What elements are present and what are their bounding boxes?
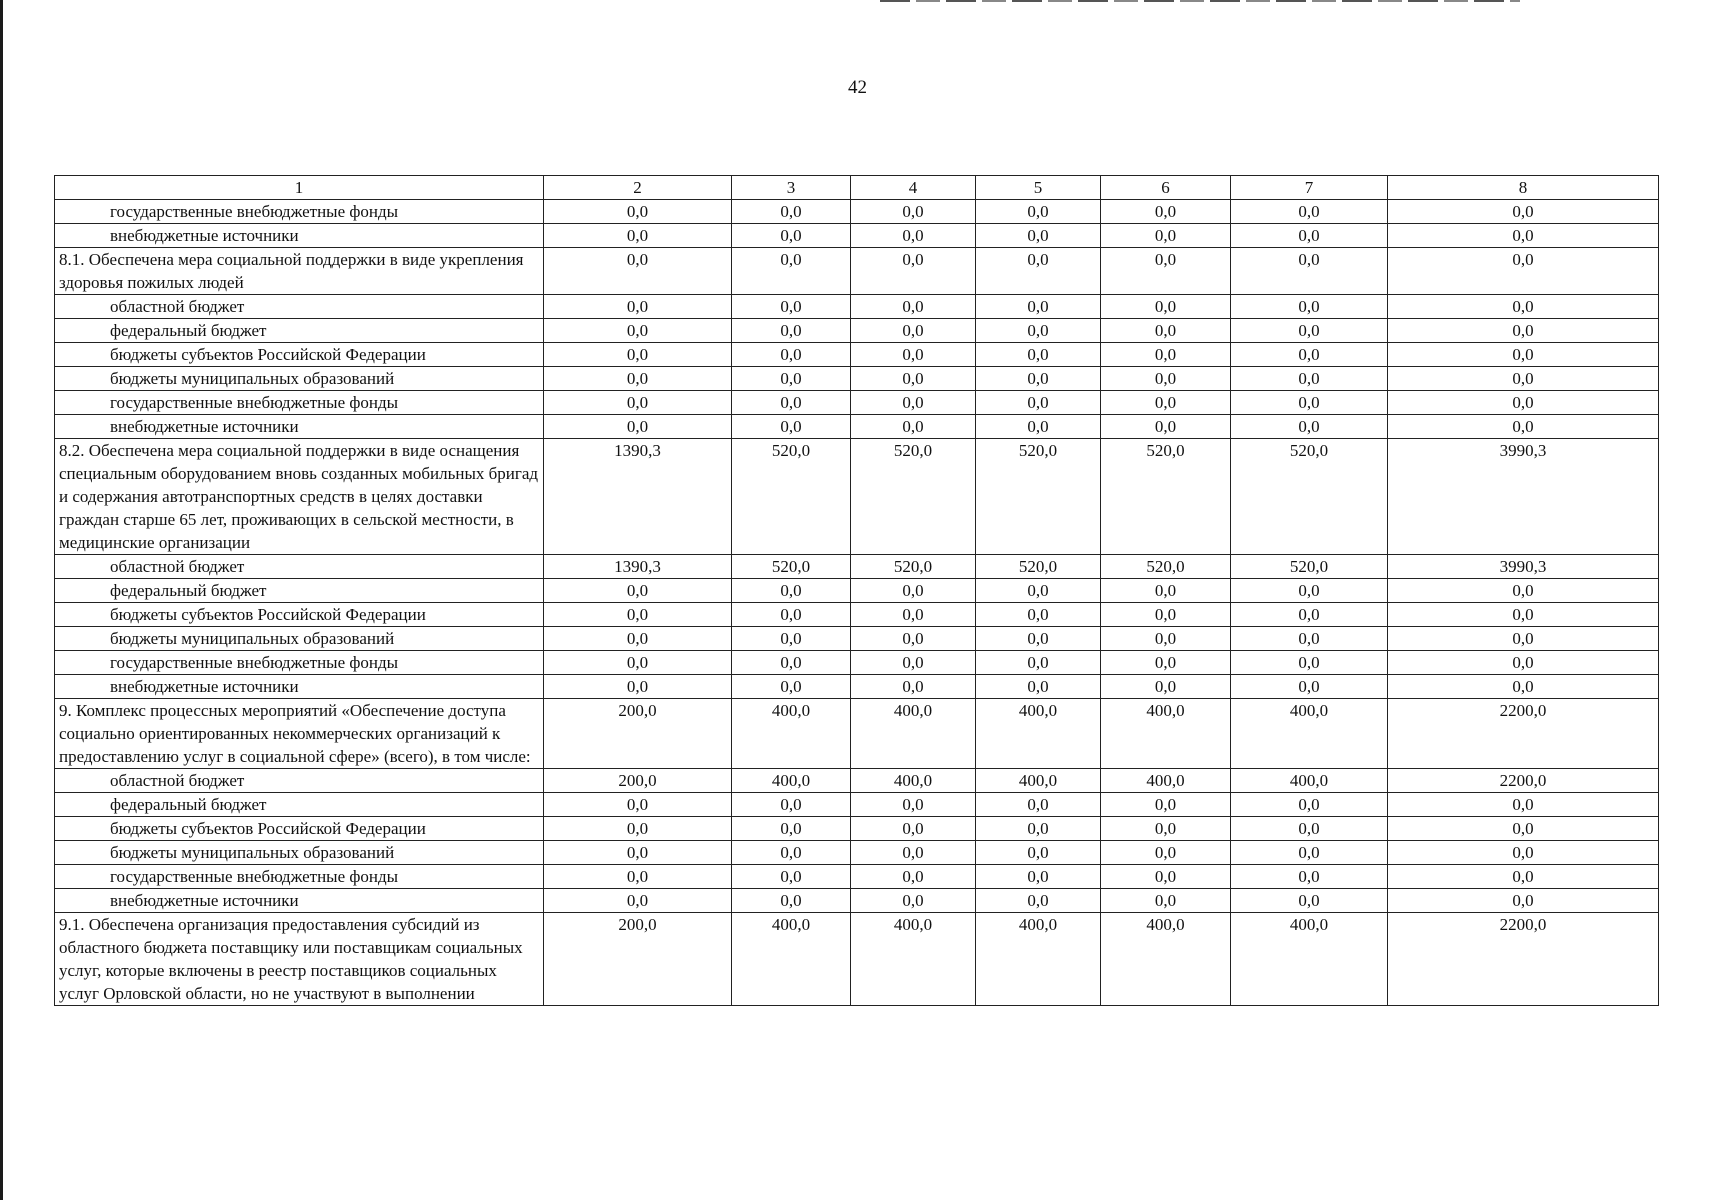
value-cell-col-7: 0,0 <box>1231 200 1388 224</box>
row-measure-label: 9. Комплекс процессных мероприятий «Обеспечение доступа социально ориентированных некоммерческих организаций к предоставлению услуг в социальной сфере» (всего), в том числе: <box>55 699 544 769</box>
value-cell-col-4: 0,0 <box>851 200 976 224</box>
value-cell-col-7: 0,0 <box>1231 841 1388 865</box>
value-cell-col-8: 0,0 <box>1388 579 1659 603</box>
row-measure-label: 9.1. Обеспечена организация предоставления субсидий из областного бюджета поставщику или поставщикам социальных услуг, которые включены в реестр поставщиков социальных услуг Орловской области, но не участвуют в выполнении <box>55 913 544 1006</box>
value-cell-col-6: 0,0 <box>1101 391 1231 415</box>
table-row <box>55 295 1659 319</box>
value-cell-col-2: 0,0 <box>544 889 732 913</box>
value-cell-col-7: 0,0 <box>1231 675 1388 699</box>
row-source-label: федеральный бюджет <box>55 579 544 603</box>
value-cell-col-5: 0,0 <box>976 200 1101 224</box>
value-cell-col-7: 0,0 <box>1231 343 1388 367</box>
value-cell-col-8: 0,0 <box>1388 841 1659 865</box>
value-cell-col-8: 3990,3 <box>1388 439 1659 555</box>
row-source-label: бюджеты муниципальных образований <box>55 841 544 865</box>
header-cell: 8 <box>1388 176 1659 200</box>
value-cell-col-3: 0,0 <box>732 889 851 913</box>
value-cell-col-4: 0,0 <box>851 367 976 391</box>
row-source-label: внебюджетные источники <box>55 675 544 699</box>
value-cell-col-3: 520,0 <box>732 439 851 555</box>
value-cell-col-6: 520,0 <box>1101 439 1231 555</box>
value-cell-col-6: 0,0 <box>1101 889 1231 913</box>
table-row <box>55 248 1659 295</box>
budget-table <box>54 175 1659 1006</box>
value-cell-col-5: 0,0 <box>976 367 1101 391</box>
row-source-label: бюджеты муниципальных образований <box>55 627 544 651</box>
value-cell-col-3: 0,0 <box>732 295 851 319</box>
value-cell-col-4: 0,0 <box>851 603 976 627</box>
value-cell-col-5: 0,0 <box>976 817 1101 841</box>
value-cell-col-6: 400,0 <box>1101 769 1231 793</box>
value-cell-col-4: 0,0 <box>851 295 976 319</box>
value-cell-col-8: 0,0 <box>1388 224 1659 248</box>
value-cell-col-2: 0,0 <box>544 248 732 295</box>
value-cell-col-7: 0,0 <box>1231 603 1388 627</box>
value-cell-col-3: 0,0 <box>732 343 851 367</box>
value-cell-col-5: 400,0 <box>976 913 1101 1006</box>
value-cell-col-8: 0,0 <box>1388 889 1659 913</box>
row-source-label: бюджеты субъектов Российской Федерации <box>55 817 544 841</box>
value-cell-col-7: 0,0 <box>1231 319 1388 343</box>
value-cell-col-2: 1390,3 <box>544 555 732 579</box>
value-cell-col-3: 0,0 <box>732 319 851 343</box>
value-cell-col-2: 0,0 <box>544 865 732 889</box>
value-cell-col-7: 0,0 <box>1231 817 1388 841</box>
value-cell-col-4: 0,0 <box>851 675 976 699</box>
value-cell-col-3: 400,0 <box>732 913 851 1006</box>
header-cell: 6 <box>1101 176 1231 200</box>
table-row <box>55 603 1659 627</box>
value-cell-col-2: 0,0 <box>544 793 732 817</box>
value-cell-col-3: 0,0 <box>732 248 851 295</box>
header-cell: 4 <box>851 176 976 200</box>
row-source-label: внебюджетные источники <box>55 224 544 248</box>
row-source-label: внебюджетные источники <box>55 415 544 439</box>
value-cell-col-3: 0,0 <box>732 817 851 841</box>
table-row <box>55 319 1659 343</box>
row-source-label: бюджеты муниципальных образований <box>55 367 544 391</box>
table-row <box>55 865 1659 889</box>
value-cell-col-6: 0,0 <box>1101 865 1231 889</box>
value-cell-col-8: 0,0 <box>1388 295 1659 319</box>
table-row <box>55 841 1659 865</box>
value-cell-col-2: 0,0 <box>544 367 732 391</box>
value-cell-col-3: 0,0 <box>732 579 851 603</box>
page-number: 42 <box>848 77 867 98</box>
value-cell-col-3: 0,0 <box>732 841 851 865</box>
value-cell-col-4: 0,0 <box>851 579 976 603</box>
value-cell-col-3: 0,0 <box>732 603 851 627</box>
value-cell-col-3: 0,0 <box>732 415 851 439</box>
value-cell-col-5: 0,0 <box>976 248 1101 295</box>
value-cell-col-6: 0,0 <box>1101 200 1231 224</box>
value-cell-col-2: 0,0 <box>544 627 732 651</box>
value-cell-col-4: 0,0 <box>851 817 976 841</box>
value-cell-col-2: 200,0 <box>544 913 732 1006</box>
value-cell-col-4: 0,0 <box>851 248 976 295</box>
table-row <box>55 889 1659 913</box>
value-cell-col-7: 0,0 <box>1231 224 1388 248</box>
value-cell-col-8: 0,0 <box>1388 319 1659 343</box>
value-cell-col-6: 0,0 <box>1101 627 1231 651</box>
value-cell-col-6: 0,0 <box>1101 841 1231 865</box>
value-cell-col-3: 0,0 <box>732 793 851 817</box>
value-cell-col-8: 0,0 <box>1388 248 1659 295</box>
row-source-label: государственные внебюджетные фонды <box>55 391 544 415</box>
value-cell-col-7: 0,0 <box>1231 391 1388 415</box>
value-cell-col-7: 0,0 <box>1231 579 1388 603</box>
value-cell-col-8: 0,0 <box>1388 391 1659 415</box>
value-cell-col-6: 0,0 <box>1101 793 1231 817</box>
table-row <box>55 579 1659 603</box>
value-cell-col-2: 0,0 <box>544 817 732 841</box>
row-measure-label: 8.2. Обеспечена мера социальной поддержки в виде оснащения специальным оборудованием вновь созданных мобильных бригад и содержания автотранспортных средств в целях доставки граждан старше 65 лет, проживающих в сельской местности, в медицинские организации <box>55 439 544 555</box>
value-cell-col-5: 0,0 <box>976 343 1101 367</box>
table-row <box>55 343 1659 367</box>
row-source-label: областной бюджет <box>55 555 544 579</box>
row-source-label: государственные внебюджетные фонды <box>55 200 544 224</box>
value-cell-col-5: 0,0 <box>976 603 1101 627</box>
table-row <box>55 769 1659 793</box>
value-cell-col-7: 0,0 <box>1231 627 1388 651</box>
value-cell-col-6: 0,0 <box>1101 248 1231 295</box>
scan-top-artifact <box>880 0 1520 2</box>
value-cell-col-5: 0,0 <box>976 391 1101 415</box>
value-cell-col-2: 0,0 <box>544 415 732 439</box>
value-cell-col-6: 0,0 <box>1101 651 1231 675</box>
value-cell-col-5: 0,0 <box>976 319 1101 343</box>
row-source-label: областной бюджет <box>55 295 544 319</box>
value-cell-col-5: 400,0 <box>976 769 1101 793</box>
value-cell-col-5: 0,0 <box>976 415 1101 439</box>
value-cell-col-6: 0,0 <box>1101 367 1231 391</box>
value-cell-col-6: 0,0 <box>1101 343 1231 367</box>
table-row <box>55 699 1659 769</box>
value-cell-col-8: 0,0 <box>1388 603 1659 627</box>
value-cell-col-8: 2200,0 <box>1388 769 1659 793</box>
value-cell-col-8: 0,0 <box>1388 367 1659 391</box>
value-cell-col-5: 400,0 <box>976 699 1101 769</box>
value-cell-col-7: 0,0 <box>1231 367 1388 391</box>
value-cell-col-3: 0,0 <box>732 675 851 699</box>
table-row <box>55 627 1659 651</box>
value-cell-col-2: 0,0 <box>544 391 732 415</box>
value-cell-col-2: 1390,3 <box>544 439 732 555</box>
table-body <box>55 200 1659 1006</box>
value-cell-col-5: 0,0 <box>976 793 1101 817</box>
value-cell-col-8: 0,0 <box>1388 415 1659 439</box>
value-cell-col-2: 0,0 <box>544 651 732 675</box>
value-cell-col-4: 0,0 <box>851 319 976 343</box>
value-cell-col-4: 0,0 <box>851 627 976 651</box>
value-cell-col-3: 0,0 <box>732 224 851 248</box>
row-source-label: бюджеты субъектов Российской Федерации <box>55 603 544 627</box>
value-cell-col-4: 0,0 <box>851 391 976 415</box>
value-cell-col-6: 0,0 <box>1101 319 1231 343</box>
value-cell-col-6: 0,0 <box>1101 295 1231 319</box>
header-cell: 5 <box>976 176 1101 200</box>
value-cell-col-7: 520,0 <box>1231 555 1388 579</box>
value-cell-col-2: 0,0 <box>544 319 732 343</box>
value-cell-col-6: 0,0 <box>1101 675 1231 699</box>
value-cell-col-4: 0,0 <box>851 651 976 675</box>
value-cell-col-7: 400,0 <box>1231 769 1388 793</box>
value-cell-col-2: 200,0 <box>544 699 732 769</box>
value-cell-col-6: 520,0 <box>1101 555 1231 579</box>
value-cell-col-6: 0,0 <box>1101 579 1231 603</box>
value-cell-col-7: 400,0 <box>1231 913 1388 1006</box>
scan-left-edge <box>0 0 3 1200</box>
value-cell-col-3: 0,0 <box>732 367 851 391</box>
table-row <box>55 651 1659 675</box>
value-cell-col-2: 0,0 <box>544 603 732 627</box>
header-cell: 1 <box>55 176 544 200</box>
value-cell-col-5: 0,0 <box>976 224 1101 248</box>
row-measure-label: 8.1. Обеспечена мера социальной поддержки в виде укрепления здоровья пожилых людей <box>55 248 544 295</box>
value-cell-col-7: 400,0 <box>1231 699 1388 769</box>
row-source-label: федеральный бюджет <box>55 793 544 817</box>
value-cell-col-2: 0,0 <box>544 841 732 865</box>
value-cell-col-6: 0,0 <box>1101 817 1231 841</box>
value-cell-col-4: 0,0 <box>851 865 976 889</box>
row-source-label: бюджеты субъектов Российской Федерации <box>55 343 544 367</box>
value-cell-col-3: 0,0 <box>732 627 851 651</box>
value-cell-col-2: 0,0 <box>544 579 732 603</box>
value-cell-col-3: 0,0 <box>732 651 851 675</box>
table-row <box>55 675 1659 699</box>
value-cell-col-2: 0,0 <box>544 224 732 248</box>
value-cell-col-5: 0,0 <box>976 579 1101 603</box>
value-cell-col-5: 0,0 <box>976 651 1101 675</box>
value-cell-col-7: 0,0 <box>1231 248 1388 295</box>
value-cell-col-7: 0,0 <box>1231 889 1388 913</box>
value-cell-col-3: 0,0 <box>732 865 851 889</box>
value-cell-col-5: 0,0 <box>976 627 1101 651</box>
value-cell-col-3: 0,0 <box>732 200 851 224</box>
value-cell-col-5: 0,0 <box>976 841 1101 865</box>
value-cell-col-8: 0,0 <box>1388 200 1659 224</box>
value-cell-col-7: 0,0 <box>1231 651 1388 675</box>
value-cell-col-3: 400,0 <box>732 699 851 769</box>
value-cell-col-8: 0,0 <box>1388 627 1659 651</box>
value-cell-col-3: 0,0 <box>732 391 851 415</box>
table-header-row <box>55 176 1659 200</box>
value-cell-col-8: 0,0 <box>1388 675 1659 699</box>
value-cell-col-5: 0,0 <box>976 295 1101 319</box>
row-source-label: государственные внебюджетные фонды <box>55 865 544 889</box>
value-cell-col-4: 0,0 <box>851 224 976 248</box>
value-cell-col-7: 0,0 <box>1231 793 1388 817</box>
table-row <box>55 367 1659 391</box>
table-row <box>55 817 1659 841</box>
table-row <box>55 793 1659 817</box>
value-cell-col-8: 0,0 <box>1388 817 1659 841</box>
value-cell-col-4: 0,0 <box>851 889 976 913</box>
value-cell-col-6: 0,0 <box>1101 603 1231 627</box>
value-cell-col-8: 0,0 <box>1388 865 1659 889</box>
value-cell-col-3: 520,0 <box>732 555 851 579</box>
header-cell: 2 <box>544 176 732 200</box>
value-cell-col-4: 400,0 <box>851 699 976 769</box>
value-cell-col-7: 0,0 <box>1231 865 1388 889</box>
value-cell-col-4: 0,0 <box>851 793 976 817</box>
value-cell-col-4: 0,0 <box>851 841 976 865</box>
table-row <box>55 439 1659 555</box>
value-cell-col-5: 0,0 <box>976 865 1101 889</box>
value-cell-col-4: 400,0 <box>851 913 976 1006</box>
value-cell-col-8: 0,0 <box>1388 343 1659 367</box>
value-cell-col-4: 400,0 <box>851 769 976 793</box>
value-cell-col-5: 0,0 <box>976 889 1101 913</box>
value-cell-col-5: 520,0 <box>976 439 1101 555</box>
value-cell-col-7: 0,0 <box>1231 295 1388 319</box>
value-cell-col-8: 2200,0 <box>1388 699 1659 769</box>
table-row <box>55 224 1659 248</box>
value-cell-col-4: 520,0 <box>851 555 976 579</box>
value-cell-col-8: 2200,0 <box>1388 913 1659 1006</box>
row-source-label: федеральный бюджет <box>55 319 544 343</box>
table-row <box>55 391 1659 415</box>
value-cell-col-6: 400,0 <box>1101 699 1231 769</box>
value-cell-col-2: 0,0 <box>544 295 732 319</box>
value-cell-col-5: 0,0 <box>976 675 1101 699</box>
value-cell-col-5: 520,0 <box>976 555 1101 579</box>
value-cell-col-4: 0,0 <box>851 343 976 367</box>
table-row <box>55 200 1659 224</box>
value-cell-col-7: 0,0 <box>1231 415 1388 439</box>
value-cell-col-4: 0,0 <box>851 415 976 439</box>
header-cell: 7 <box>1231 176 1388 200</box>
table-row <box>55 555 1659 579</box>
table-row <box>55 913 1659 1006</box>
value-cell-col-8: 0,0 <box>1388 793 1659 817</box>
value-cell-col-8: 0,0 <box>1388 651 1659 675</box>
row-source-label: внебюджетные источники <box>55 889 544 913</box>
value-cell-col-6: 0,0 <box>1101 415 1231 439</box>
table-row <box>55 415 1659 439</box>
value-cell-col-6: 400,0 <box>1101 913 1231 1006</box>
header-cell: 3 <box>732 176 851 200</box>
value-cell-col-7: 520,0 <box>1231 439 1388 555</box>
value-cell-col-6: 0,0 <box>1101 224 1231 248</box>
row-source-label: государственные внебюджетные фонды <box>55 651 544 675</box>
value-cell-col-2: 0,0 <box>544 675 732 699</box>
value-cell-col-2: 0,0 <box>544 343 732 367</box>
value-cell-col-4: 520,0 <box>851 439 976 555</box>
value-cell-col-3: 400,0 <box>732 769 851 793</box>
row-source-label: областной бюджет <box>55 769 544 793</box>
value-cell-col-8: 3990,3 <box>1388 555 1659 579</box>
value-cell-col-2: 0,0 <box>544 200 732 224</box>
value-cell-col-2: 200,0 <box>544 769 732 793</box>
